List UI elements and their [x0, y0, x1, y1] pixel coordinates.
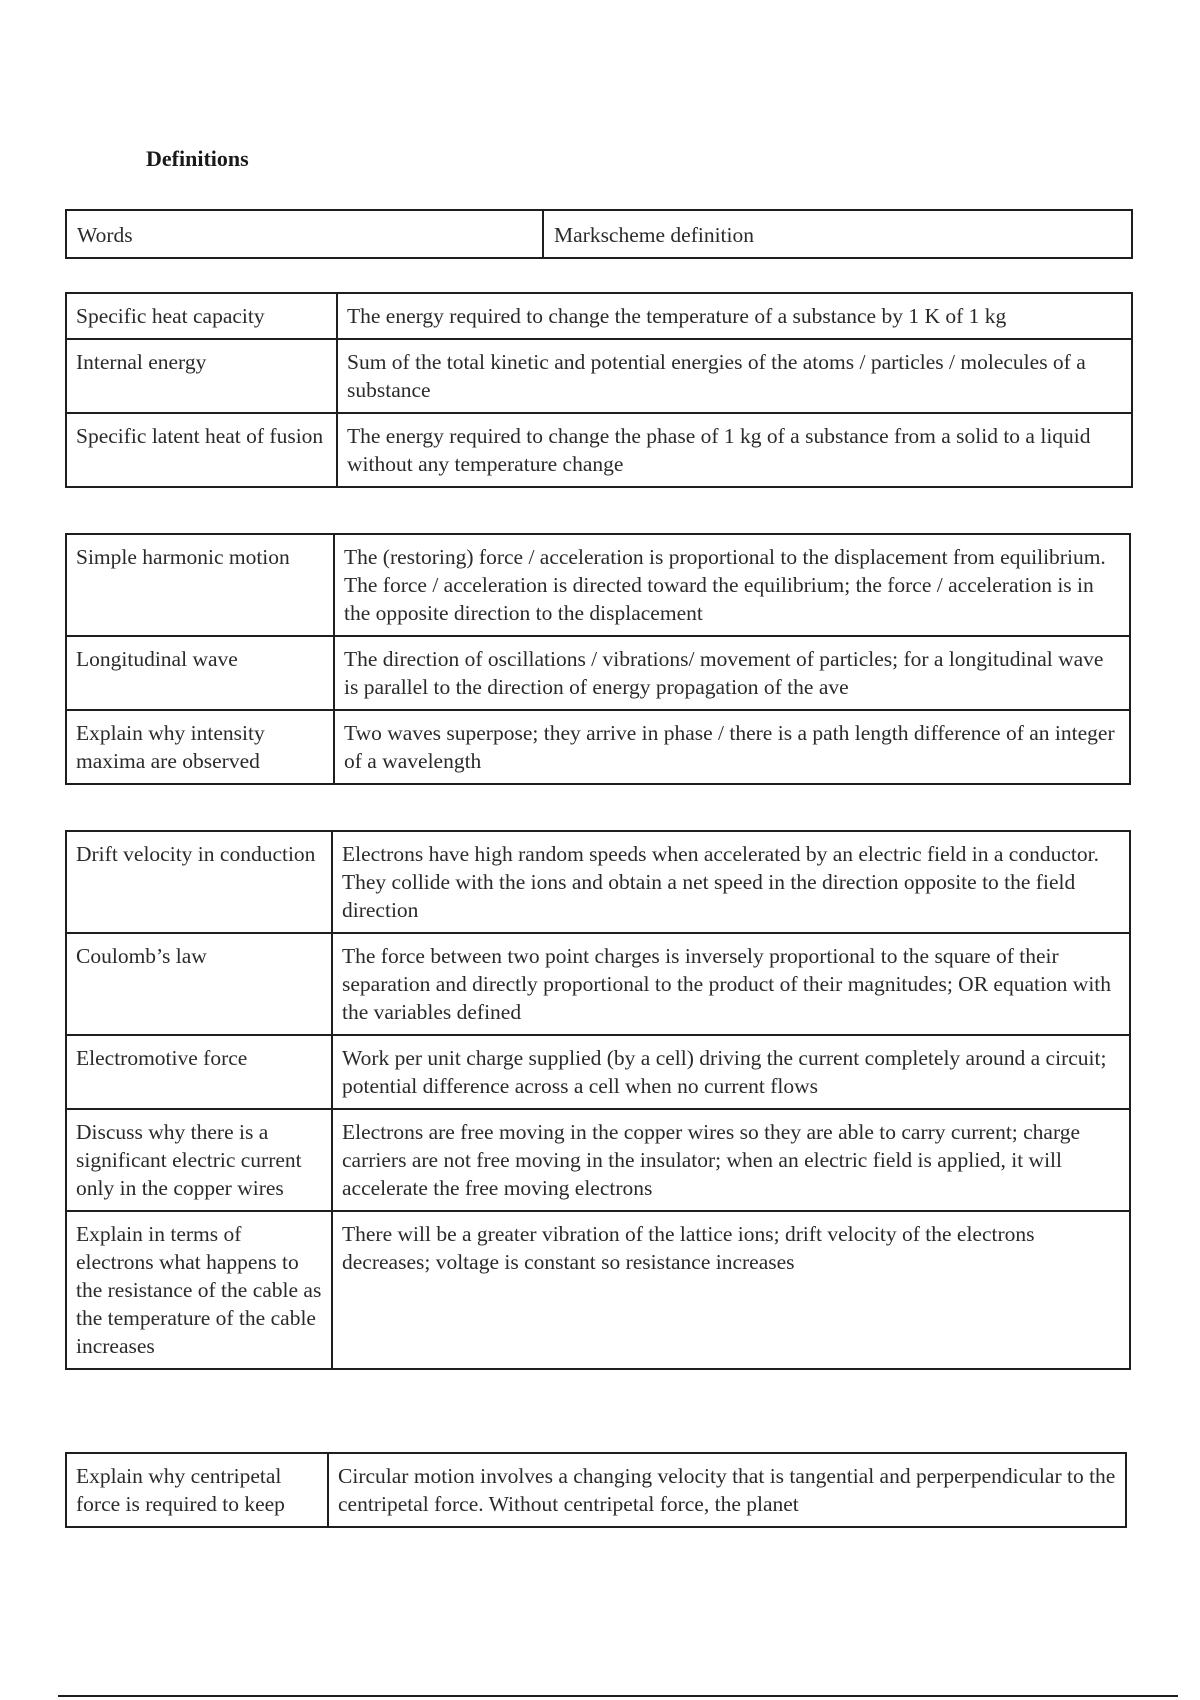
table-row — [66, 710, 1130, 784]
table-row — [66, 339, 1132, 413]
term-cell: Electromotive force — [66, 1035, 332, 1109]
page-bottom-divider — [58, 1695, 1178, 1697]
term-cell: Internal energy — [66, 339, 337, 413]
definition-cell: Two waves superpose; they arrive in phase / there is a path length difference of an integer of a wavelength — [334, 710, 1130, 784]
table-header-row — [66, 210, 1132, 258]
definition-cell: Electrons have high random speeds when accelerated by an electric field in a conductor. They collide with the ions and obtain a net speed in the direction opposite to the field direction — [332, 831, 1130, 933]
definition-cell: Work per unit charge supplied (by a cell) driving the current completely around a circuit; potential difference across a cell when no current flows — [332, 1035, 1130, 1109]
table-row — [66, 933, 1130, 1035]
definition-cell: Electrons are free moving in the copper wires so they are able to carry current; charge carriers are not free moving in the insulator; when an electric field is applied, it will accelerate the free moving electrons — [332, 1109, 1130, 1211]
page-title: Definitions — [146, 146, 249, 171]
header-words: Words — [66, 210, 543, 258]
definitions-table-circular-motion — [65, 1452, 1127, 1528]
term-cell: Discuss why there is a significant electric current only in the copper wires — [66, 1109, 332, 1211]
term-cell: Explain in terms of electrons what happens to the resistance of the cable as the temperature of the cable increases — [66, 1211, 332, 1369]
definitions-table-waves — [65, 533, 1131, 785]
term-cell: Simple harmonic motion — [66, 534, 334, 636]
definition-cell: The energy required to change the temperature of a substance by 1 K of 1 kg — [337, 293, 1132, 339]
table-row — [66, 831, 1130, 933]
definition-cell: The (restoring) force / acceleration is proportional to the displacement from equilibrium. The force / acceleration is directed toward the equilibrium; the force / acceleration is in the opposite direction to the displacement — [334, 534, 1130, 636]
definition-cell: The direction of oscillations / vibrations/ movement of particles; for a longitudinal wave is parallel to the direction of energy propagation of the ave — [334, 636, 1130, 710]
table-row — [66, 1453, 1126, 1527]
definition-cell: The energy required to change the phase of 1 kg of a substance from a solid to a liquid without any temperature change — [337, 413, 1132, 487]
term-cell: Longitudinal wave — [66, 636, 334, 710]
table-row — [66, 293, 1132, 339]
definitions-table-thermal — [65, 292, 1133, 488]
definition-cell: Circular motion involves a changing velocity that is tangential and perperpendicular to the centripetal force. Without centripetal force, the planet — [328, 1453, 1126, 1527]
definition-cell: There will be a greater vibration of the lattice ions; drift velocity of the electrons decreases; voltage is constant so resistance increases — [332, 1211, 1130, 1369]
table-row — [66, 636, 1130, 710]
term-cell: Explain why centripetal force is required to keep — [66, 1453, 328, 1527]
table-row — [66, 1035, 1130, 1109]
term-cell: Coulomb’s law — [66, 933, 332, 1035]
table-row — [66, 413, 1132, 487]
definitions-table-electricity — [65, 830, 1131, 1370]
header-table — [65, 209, 1133, 259]
term-cell: Specific latent heat of fusion — [66, 413, 337, 487]
header-definition: Markscheme definition — [543, 210, 1132, 258]
definition-cell: Sum of the total kinetic and potential energies of the atoms / particles / molecules of a substance — [337, 339, 1132, 413]
table-row — [66, 1211, 1130, 1369]
table-row — [66, 1109, 1130, 1211]
term-cell: Drift velocity in conduction — [66, 831, 332, 933]
table-row — [66, 534, 1130, 636]
term-cell: Specific heat capacity — [66, 293, 337, 339]
term-cell: Explain why intensity maxima are observed — [66, 710, 334, 784]
definition-cell: The force between two point charges is inversely proportional to the square of their separation and directly proportional to the product of their magnitudes; OR equation with the variables defined — [332, 933, 1130, 1035]
